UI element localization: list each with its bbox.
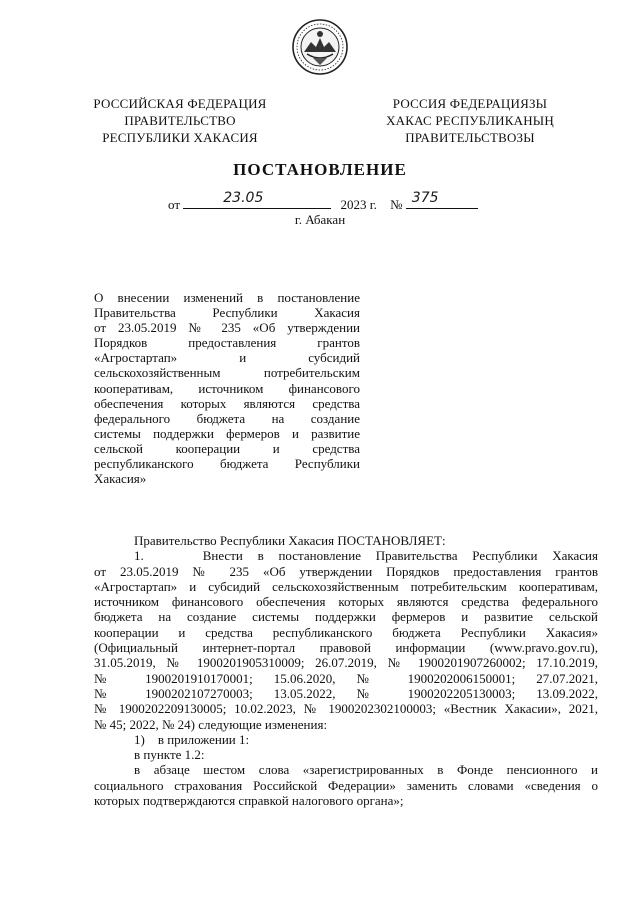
date-number-line	[168, 190, 478, 213]
handwritten-date: 23.05	[223, 190, 264, 206]
body-line: бюджета на создание системы поддержки фермеров и развитие сельской	[94, 609, 598, 625]
coat-of-arms-emblem	[291, 18, 349, 76]
document-title: ПОСТАНОВЛЕНИЕ	[233, 160, 407, 179]
body-line: 1) в приложении 1:	[134, 731, 250, 747]
body-line: № 1900201910170001; 15.06.2020, № 1900202006150001; 27.07.2021,	[94, 670, 598, 686]
body-line: которых подтверждаются справкой налогового органа»;	[94, 793, 404, 809]
body-line: от 23.05.2019 № 235 «Об утверждении Порядков предоставления грантов	[94, 563, 598, 579]
subject-line: республиканского бюджета Республики	[94, 456, 360, 472]
subject-line: сельскохозяйственным потребительским	[94, 365, 360, 381]
subject-line: «Агростартап» и субсидий	[94, 350, 360, 366]
subject-line: Правительства Республики Хакасия	[94, 305, 360, 321]
body-line: «Агростартап» и субсидий сельскохозяйственным потребительским кооперативам,	[94, 578, 598, 594]
body-line: 1. Внести в постановление Правительства Республики Хакасия	[134, 548, 598, 564]
header-left-line: РОССИЙСКАЯ ФЕДЕРАЦИЯ	[93, 96, 267, 111]
date-year: 2023 г.	[340, 197, 377, 212]
body-line: источником финансового обеспечения которых являются средства федерального	[94, 594, 598, 610]
header-right-line: РОССИЯ ФЕДЕРАЦИЯЗЫ	[392, 96, 548, 111]
body-line: (Официальный интернет-портал правовой информации (www.pravo.gov.ru),	[94, 640, 598, 656]
subject-block	[94, 290, 360, 486]
subject-line: Хакасия»	[94, 471, 147, 487]
city: г. Абакан	[294, 212, 346, 227]
header-left	[80, 95, 280, 146]
header-left-line: ПРАВИТЕЛЬСТВО	[124, 113, 236, 128]
subject-line: обеспечения которых являются средства	[94, 395, 360, 411]
subject-line: О внесении изменений в постановление	[94, 290, 360, 305]
header-right-line: ПРАВИТЕЛЬСТВОЗЫ	[405, 130, 535, 145]
handwritten-number: 375	[411, 190, 439, 206]
body-line: № 1900202107270003; 13.05.2022, № 1900202205130003; 13.09.2022,	[94, 685, 598, 701]
subject-line: Порядков предоставления грантов	[94, 335, 360, 351]
date-prefix: от	[168, 197, 181, 212]
body-line: в пункте 1.2:	[134, 747, 205, 763]
body-line: социального страхования Российской Федерации» заменить словами «сведения о	[94, 777, 598, 793]
subject-line: системы поддержки фермеров и развитие	[94, 425, 360, 441]
resolution-body	[94, 533, 598, 808]
subject-line: кооперативам, источником финансового	[94, 380, 360, 396]
body-line: № 1900202209130005; 10.02.2023, № 1900202302100003; «Вестник Хакасии», 2021,	[94, 701, 598, 717]
subject-line: федерального бюджета на создание	[94, 410, 360, 426]
body-line: в абзаце шестом слова «зарегистрированных в Фонде пенсионного и	[134, 762, 598, 778]
body-line: 31.05.2019, № 1900201905310009; 26.07.2019, № 1900201907260002; 17.10.2019,	[94, 655, 598, 671]
body-line: № 45; 2022, № 24) следующие изменения:	[94, 716, 328, 732]
header-right-line: ХАКАС РЕСПУБЛИКАНЫҢ	[386, 113, 554, 128]
header-left-line: РЕСПУБЛИКИ ХАКАСИЯ	[102, 130, 258, 145]
subject-line: от 23.05.2019 № 235 «Об утверждении	[94, 320, 360, 336]
number-field	[406, 190, 478, 209]
date-field	[183, 190, 331, 209]
subject-line: сельской кооперации и средства	[94, 440, 360, 456]
body-line: кооперации и средства республиканского бюджета Республики Хакасия»	[94, 624, 598, 640]
body-line: Правительство Республики Хакасия ПОСТАНОВЛЯЕТ:	[134, 533, 446, 548]
number-sign: №	[390, 197, 403, 212]
header-right	[360, 95, 580, 146]
